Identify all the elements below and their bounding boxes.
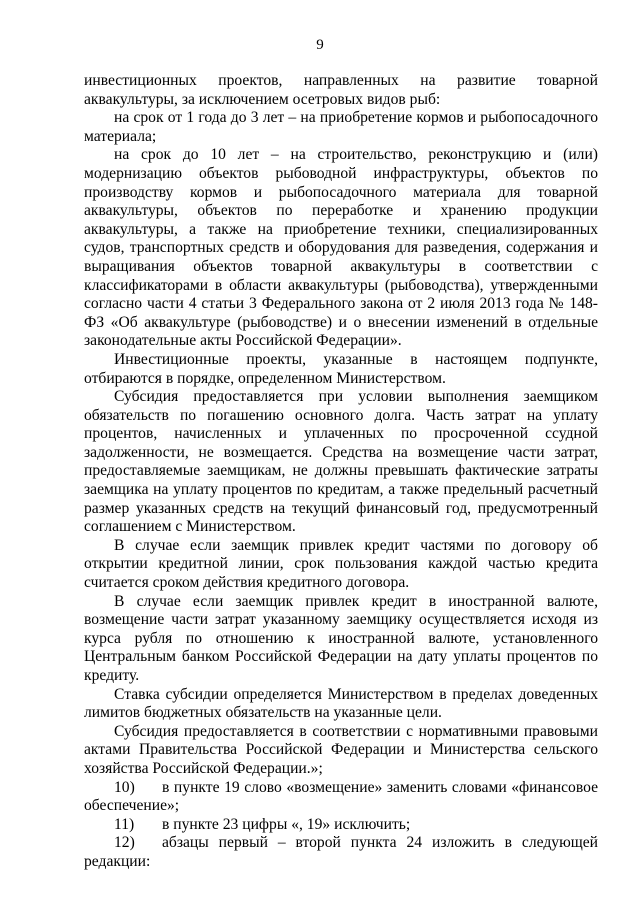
paragraph: В случае если заемщик привлек кредит в иностранной валюте, возмещение части затрат указанному заемщику осуществляется исходя из курса рубля по отношению к иностранной валюте, установленного Центральным банком Российской Федерации на дату уплаты процентов по кредиту. bbox=[84, 592, 598, 684]
page-number: 9 bbox=[316, 37, 324, 53]
paragraph: на срок до 10 лет – на строительство, реконструкцию и (или) модернизацию объектов рыбоводной инфраструктуры, объектов по производству кормов и рыбопосадочного материала для товарной аквакультуры, объектов по переработке и хранению продукции аквакультуры, а также на приобретение техники, специализированных судов, транспортных средств и оборудования для разведения, содержания и выращивания объектов товарной аквакультуры в соответствии с классификаторами в области аквакультуры (рыбоводства), утвержденными согласно части 4 статьи 3 Федерального закона от 2 июля 2013 года № 148-ФЗ «Об аквакультуре (рыбоводстве) и о внесении изменений в отдельные законодательные акты Российской Федерации». bbox=[84, 146, 598, 350]
list-item-number: 11) bbox=[114, 815, 135, 833]
list-item bbox=[84, 816, 598, 835]
list-item bbox=[84, 779, 598, 816]
paragraph: инвестиционных проектов, направленных на развитие товарной аквакультуры, за исключением осетровых видов рыб: bbox=[84, 72, 598, 108]
list-item-text: абзацы первый – второй пункта 24 изложить в следующей редакции: bbox=[84, 834, 598, 870]
document-body bbox=[84, 72, 598, 872]
paragraph: В случае если заемщик привлек кредит частями по договору об открытии кредитной линии, срок пользования каждой частью кредита считается сроком действия кредитного договора. bbox=[84, 536, 598, 592]
paragraph: Ставка субсидии определяется Министерством в пределах доведенных лимитов бюджетных обязательств на указанные цели. bbox=[84, 685, 598, 722]
list-item-number: 12) bbox=[114, 834, 135, 852]
list-item-text: в пункте 23 цифры «, 19» исключить; bbox=[162, 815, 411, 833]
paragraph: Инвестиционные проекты, указанные в настоящем подпункте, отбираются в порядке, определенном Министерством. bbox=[84, 350, 598, 387]
paragraph: Субсидия предоставляется при условии выполнения заемщиком обязательств по погашению основного долга. Часть затрат на уплату процентов, начисленных и уплаченных по просроченной ссудной задолженности, не возмещается. Средства на возмещение части затрат, предоставляемые заемщикам, не должны превышать фактические затраты заемщика на уплату процентов по кредитам, а также предельный расчетный размер указанных средств на текущий финансовый год, предусмотренный соглашением с Министерством. bbox=[84, 388, 598, 536]
list-item-text: в пункте 19 слово «возмещение» заменить словами «финансовое обеспечение»; bbox=[84, 778, 598, 815]
list-item bbox=[84, 834, 598, 871]
paragraph: Субсидия предоставляется в соответствии с нормативными правовыми актами Правительства Российской Федерации и Министерства сельского хозяйства Российской Федерации.»; bbox=[84, 722, 598, 777]
list-item-number: 10) bbox=[114, 778, 135, 796]
paragraph: на срок от 1 года до 3 лет – на приобретение кормов и рыбопосадочного материала; bbox=[84, 109, 598, 145]
